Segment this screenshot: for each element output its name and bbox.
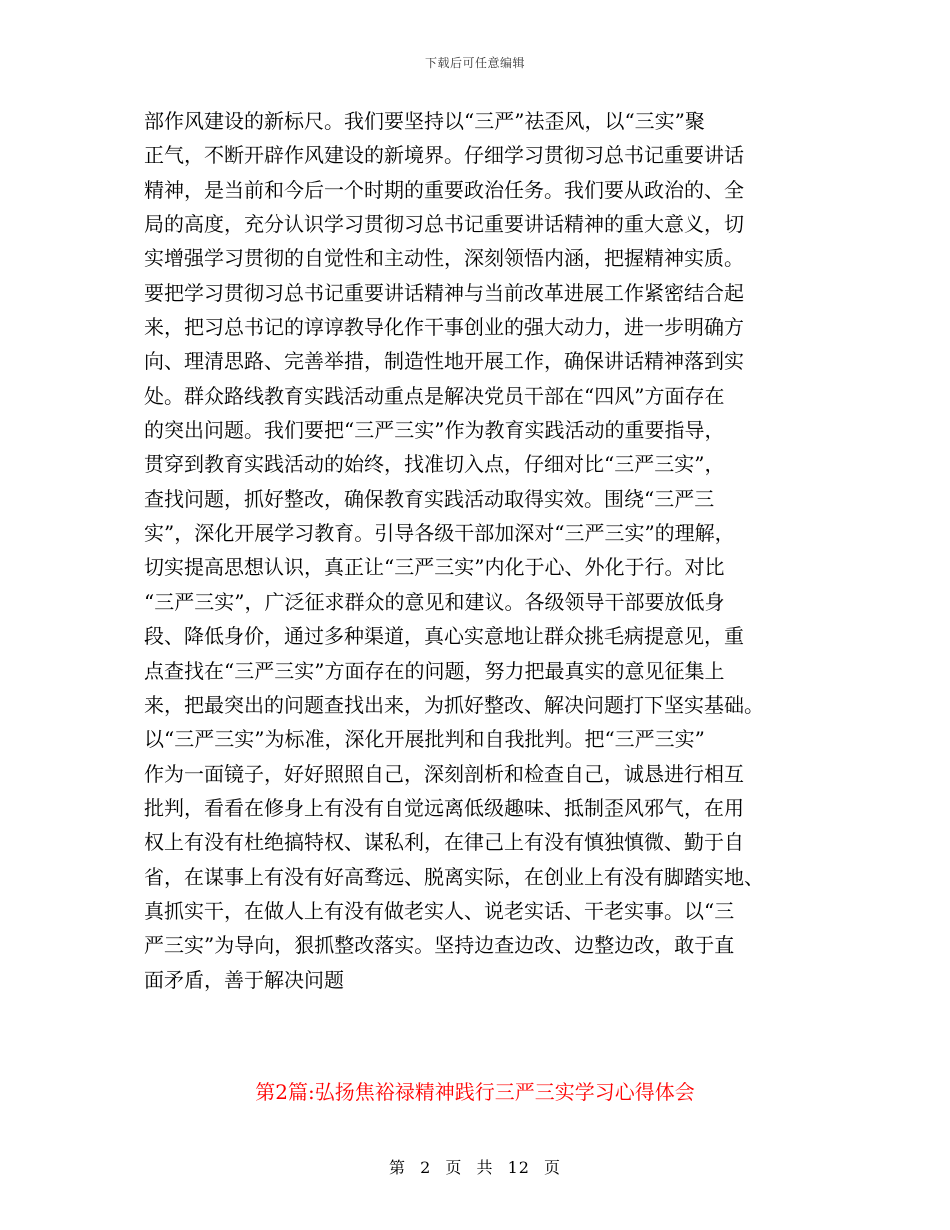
footer-page-unit: 页 xyxy=(445,1158,463,1177)
body-text-line: 批判，看看在修身上有没有自觉远离低级趣味、抵制歪风邪气，在用 xyxy=(144,795,744,820)
page-header-note: 下载后可任意编辑 xyxy=(424,56,525,70)
body-text-line: 贯穿到教育实践活动的始终，找准切入点，仔细对比“三严三实”， xyxy=(144,452,725,477)
body-text-line: 精神，是当前和今后一个时期的重要政治任务。我们要从政治的、全 xyxy=(144,177,744,202)
footer-total-unit: 页 xyxy=(544,1158,562,1177)
body-text-line: 面矛盾，善于解决问题 xyxy=(144,967,344,992)
page-number-footer xyxy=(0,1155,950,1178)
footer-prefix: 第 xyxy=(388,1158,406,1177)
body-text-line: 正气，不断开辟作风建设的新境界。仔细学习贯彻习总书记重要讲话 xyxy=(144,143,744,168)
body-text-line: 要把学习贯彻习总书记重要讲话精神与当前改革进展工作紧密结合起 xyxy=(144,280,744,305)
body-text-line: 以“三严三实”为标准，深化开展批判和自我批判。把“三严三实” xyxy=(144,727,705,752)
section-heading: 第2篇:弘扬焦裕禄精神践行三严三实学习心得体会 xyxy=(255,1080,695,1104)
body-text-line: 点查找在“三严三实”方面存在的问题，努力把最真实的意见征集上 xyxy=(144,658,725,683)
body-text-line: 处。群众路线教育实践活动重点是解决党员干部在“四风”方面存在 xyxy=(144,383,725,408)
body-text-line: 省，在谋事上有没有好高骛远、脱离实际，在创业上有没有脚踏实地、 xyxy=(144,864,764,889)
body-text-line: 作为一面镜子，好好照照自己，深刻剖析和检查自己，诚恳进行相互 xyxy=(144,761,744,786)
body-text-line: 真抓实干，在做人上有没有做老实人、说老实话、干老实事。以“三 xyxy=(144,898,735,923)
body-paragraph xyxy=(144,104,804,997)
body-text-line: 切实提高思想认识，真正让“三严三实”内化于心、外化于行。对比 xyxy=(144,555,725,580)
body-text-line: 实”，深化开展学习教育。引导各级干部加深对“三严三实”的理解， xyxy=(144,521,735,546)
footer-total-pages: 12 xyxy=(507,1158,530,1177)
body-text-line: 部作风建设的新标尺。我们要坚持以“三严”祛歪风，以“三实”聚 xyxy=(144,109,705,133)
body-text-line: 严三实”为导向，狠抓整改落实。坚持边查边改、边整边改，敢于直 xyxy=(144,933,735,958)
body-text-line: “三严三实”，广泛征求群众的意见和建议。各级领导干部要放低身 xyxy=(144,589,725,614)
body-text-line: 的突出问题。我们要把“三严三实”作为教育实践活动的重要指导， xyxy=(144,418,725,443)
body-text-line: 局的高度，充分认识学习贯彻习总书记重要讲话精神的重大意义，切 xyxy=(144,212,744,237)
body-text-line: 段、降低身价，通过多种渠道，真心实意地让群众挑毛病提意见，重 xyxy=(144,624,744,649)
body-text-line: 向、理清思路、完善举措，制造性地开展工作，确保讲话精神落到实 xyxy=(144,349,744,374)
body-text-line: 来，把最突出的问题查找出来，为抓好整改、解决问题打下坚实基础。 xyxy=(144,692,764,717)
body-text-line: 权上有没有杜绝搞特权、谋私利，在律己上有没有慎独慎微、勤于自 xyxy=(144,830,744,855)
body-text-line: 来，把习总书记的谆谆教导化作干事创业的强大动力，进一步明确方 xyxy=(144,315,744,340)
footer-total-word: 共 xyxy=(476,1158,494,1177)
body-text-line: 实增强学习贯彻的自觉性和主动性，深刻领悟内涵，把握精神实质。 xyxy=(144,246,744,271)
body-text-line: 查找问题，抓好整改，确保教育实践活动取得实效。围绕“三严三 xyxy=(144,486,715,511)
footer-page-number: 2 xyxy=(420,1158,432,1177)
